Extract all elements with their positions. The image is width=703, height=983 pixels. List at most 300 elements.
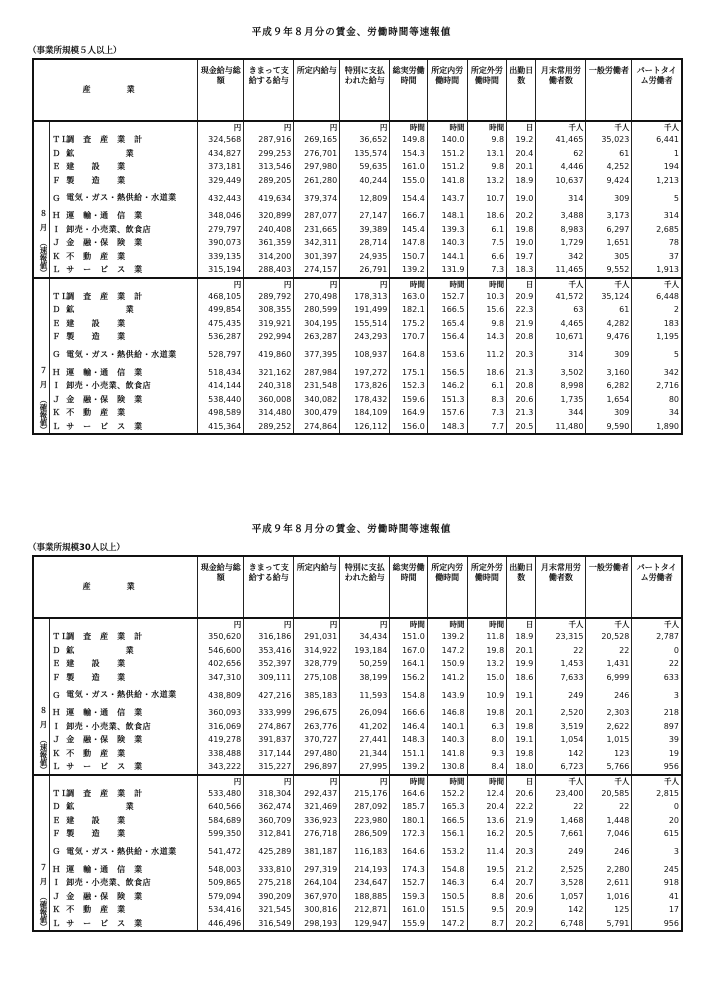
industry-code: ＴＬ (52, 788, 70, 798)
value-cell-kimatte: 240,318 (244, 379, 294, 393)
value-cell-koyo: 1,453 (536, 657, 586, 671)
column-header-shukkin: 出勤日数 (507, 556, 536, 618)
column-header-genkyu: 現金給与総額 (198, 556, 244, 618)
value-cell-sojitsu: 164.1 (390, 657, 428, 671)
value-cell-shukkin: 20.9 (507, 290, 536, 304)
table-row (33, 133, 682, 147)
industry-name: 建 設 業 (66, 318, 126, 328)
value-cell-koyo: 6,748 (536, 917, 586, 932)
value-cell-part: 1 (632, 147, 682, 161)
value-cell-ippan: 6,297 (586, 223, 632, 237)
table-row (33, 814, 682, 828)
value-cell-shukkin: 21.3 (507, 366, 536, 380)
value-cell-shotei: 261,280 (294, 174, 340, 188)
value-cell-shoteinai: 146.8 (427, 706, 467, 720)
industry-code: Ｅ (52, 815, 61, 825)
value-cell-shukkin: 20.1 (507, 706, 536, 720)
value-cell-part: 5 (632, 187, 682, 209)
value-cell-genkyu: 316,069 (198, 720, 244, 734)
unit-cell: 千人 (632, 618, 682, 630)
value-cell-tokubetsu: 287,092 (340, 800, 390, 814)
value-cell-shukkin: 20.5 (507, 420, 536, 435)
period-month: ７ (39, 365, 48, 375)
industry-name: 鉱 業 (66, 305, 135, 315)
value-cell-genkyu: 390,073 (198, 236, 244, 250)
value-cell-genkyu: 584,689 (198, 814, 244, 828)
value-cell-tokubetsu: 135,574 (340, 147, 390, 161)
industry-code: Ｌ (52, 762, 61, 772)
industry-cell (50, 671, 198, 685)
value-cell-sojitsu: 154.4 (390, 187, 428, 209)
unit-cell: 円 (294, 775, 340, 787)
value-cell-kimatte: 391,837 (244, 733, 294, 747)
industry-name: 卸売・小売業、飲食店 (66, 381, 152, 391)
period-note: （速報値） (39, 239, 48, 277)
value-cell-shotei: 291,031 (294, 630, 340, 644)
industry-code: Ｈ (52, 864, 61, 874)
value-cell-sojitsu: 149.8 (390, 133, 428, 147)
value-cell-kimatte: 289,205 (244, 174, 294, 188)
value-cell-shukkin: 20.8 (507, 379, 536, 393)
value-cell-ippan: 309 (586, 406, 632, 420)
industry-cell (50, 344, 198, 366)
value-cell-part: 2,787 (632, 630, 682, 644)
value-cell-shoteinai: 150.5 (427, 890, 467, 904)
value-cell-part: 194 (632, 160, 682, 174)
value-cell-sojitsu: 166.6 (390, 706, 428, 720)
industry-code: Ｋ (52, 251, 61, 261)
value-cell-koyo: 3,488 (536, 209, 586, 223)
value-cell-shotei: 263,776 (294, 720, 340, 734)
value-cell-shukkin: 22.2 (507, 800, 536, 814)
value-cell-shoteinai: 140.0 (427, 133, 467, 147)
table-row (33, 863, 682, 877)
table-row (33, 250, 682, 264)
table-row (33, 890, 682, 904)
value-cell-sojitsu: 185.7 (390, 800, 428, 814)
value-cell-shotei: 274,157 (294, 263, 340, 278)
industry-code: Ｊ (52, 238, 61, 248)
value-cell-shoteigai: 10.3 (467, 290, 507, 304)
value-cell-tokubetsu: 24,935 (340, 250, 390, 264)
value-cell-shukkin: 18.3 (507, 263, 536, 278)
industry-name: 不 動 産 業 (66, 251, 126, 261)
value-cell-sojitsu: 172.3 (390, 827, 428, 841)
industry-cell (50, 800, 198, 814)
industry-name: 建 設 業 (66, 659, 126, 669)
value-cell-shoteigai: 8.3 (467, 393, 507, 407)
industry-name: 運 輸・通 信 業 (66, 708, 143, 718)
value-cell-kimatte: 308,355 (244, 303, 294, 317)
value-cell-shoteigai: 18.6 (467, 366, 507, 380)
table-row (33, 317, 682, 331)
industry-code: Ｄ (52, 645, 61, 655)
value-cell-kimatte: 309,111 (244, 671, 294, 685)
value-cell-shoteigai: 13.1 (467, 147, 507, 161)
unit-cell: 日 (507, 121, 536, 133)
value-cell-shoteigai: 7.7 (467, 420, 507, 435)
industry-cell (50, 903, 198, 917)
value-cell-shoteigai: 7.3 (467, 263, 507, 278)
value-cell-shoteigai: 9.8 (467, 317, 507, 331)
industry-cell (50, 236, 198, 250)
value-cell-tokubetsu: 21,344 (340, 747, 390, 761)
table-row (33, 733, 682, 747)
value-cell-sojitsu: 159.6 (390, 393, 428, 407)
value-cell-genkyu: 419,278 (198, 733, 244, 747)
value-cell-genkyu: 499,854 (198, 303, 244, 317)
industry-code: Ｈ (52, 367, 61, 377)
period-month: ８ (39, 209, 48, 218)
value-cell-shotei: 287,077 (294, 209, 340, 223)
value-cell-ippan: 22 (586, 800, 632, 814)
value-cell-sojitsu: 175.2 (390, 317, 428, 331)
industry-cell (50, 133, 198, 147)
value-cell-ippan: 20,528 (586, 630, 632, 644)
value-cell-genkyu: 548,003 (198, 863, 244, 877)
value-cell-ippan: 9,590 (586, 420, 632, 435)
value-cell-koyo: 249 (536, 841, 586, 863)
value-cell-ippan: 246 (586, 684, 632, 706)
industry-code: Ｆ (52, 829, 61, 839)
value-cell-shoteigai: 6.1 (467, 379, 507, 393)
statistics-table (32, 555, 683, 932)
value-cell-tokubetsu: 214,193 (340, 863, 390, 877)
period-suffix: 月 (39, 720, 48, 729)
industry-name: 卸売・小売業、飲食店 (66, 224, 152, 234)
industry-name: 鉱 業 (66, 148, 135, 158)
unit-cell: 千人 (586, 278, 632, 290)
value-cell-shoteinai: 151.2 (427, 160, 467, 174)
value-cell-shoteinai: 143.7 (427, 187, 467, 209)
industry-name: 調 査 産 業 計 (66, 135, 143, 145)
table-row (33, 720, 682, 734)
value-cell-kimatte: 299,253 (244, 147, 294, 161)
industry-name: 卸売・小売業、飲食店 (66, 878, 152, 888)
value-cell-part: 1,213 (632, 174, 682, 188)
industry-name: 運 輸・通 信 業 (66, 211, 143, 221)
value-cell-shoteinai: 150.9 (427, 657, 467, 671)
value-cell-shukkin: 19.8 (507, 720, 536, 734)
value-cell-sojitsu: 151.0 (390, 630, 428, 644)
column-header-tokubetsu: 特別に支払われた給与 (340, 59, 390, 121)
industry-cell (50, 890, 198, 904)
value-cell-tokubetsu: 27,147 (340, 209, 390, 223)
industry-code: Ｉ (52, 721, 61, 731)
value-cell-genkyu: 343,222 (198, 760, 244, 775)
value-cell-koyo: 41,465 (536, 133, 586, 147)
table-row (33, 379, 682, 393)
table-row (33, 236, 682, 250)
industry-code: Ｅ (52, 162, 61, 172)
value-cell-shoteinai: 140.1 (427, 720, 467, 734)
value-cell-sojitsu: 155.0 (390, 174, 428, 188)
report-title: 平成９年８月分の賃金、労働時間等速報値 (251, 524, 452, 535)
value-cell-genkyu: 475,435 (198, 317, 244, 331)
value-cell-shoteinai: 140.3 (427, 733, 467, 747)
value-cell-shotei: 269,165 (294, 133, 340, 147)
value-cell-shoteinai: 148.3 (427, 420, 467, 435)
value-cell-kimatte: 321,162 (244, 366, 294, 380)
value-cell-part: 17 (632, 903, 682, 917)
value-cell-shukkin: 20.6 (507, 890, 536, 904)
value-cell-genkyu: 446,496 (198, 917, 244, 932)
value-cell-shoteigai: 13.2 (467, 174, 507, 188)
value-cell-kimatte: 333,999 (244, 706, 294, 720)
industry-cell (50, 330, 198, 344)
value-cell-sojitsu: 161.0 (390, 903, 428, 917)
industry-code: Ｆ (52, 175, 61, 185)
value-cell-part: 956 (632, 917, 682, 932)
value-cell-shotei: 301,397 (294, 250, 340, 264)
value-cell-part: 1,195 (632, 330, 682, 344)
value-cell-sojitsu: 154.8 (390, 684, 428, 706)
value-cell-ippan: 1,651 (586, 236, 632, 250)
value-cell-shoteigai: 14.3 (467, 330, 507, 344)
value-cell-ippan: 20,585 (586, 787, 632, 801)
industry-code: Ｈ (52, 708, 61, 718)
value-cell-tokubetsu: 26,094 (340, 706, 390, 720)
value-cell-shoteinai: 148.1 (427, 209, 467, 223)
value-cell-shotei: 292,437 (294, 787, 340, 801)
industry-cell (50, 706, 198, 720)
value-cell-shoteigai: 8.0 (467, 733, 507, 747)
value-cell-part: 19 (632, 747, 682, 761)
value-cell-shukkin: 20.2 (507, 917, 536, 932)
value-cell-koyo: 22 (536, 800, 586, 814)
value-cell-genkyu: 347,310 (198, 671, 244, 685)
industry-cell (50, 147, 198, 161)
industry-code: Ｆ (52, 332, 61, 342)
period-suffix: 月 (39, 876, 48, 886)
value-cell-tokubetsu: 178,432 (340, 393, 390, 407)
value-cell-koyo: 7,633 (536, 671, 586, 685)
industry-cell (50, 174, 198, 188)
value-cell-tokubetsu: 286,509 (340, 827, 390, 841)
table-row (33, 393, 682, 407)
value-cell-tokubetsu: 11,593 (340, 684, 390, 706)
value-cell-shoteinai: 152.7 (427, 290, 467, 304)
value-cell-shukkin: 19.1 (507, 733, 536, 747)
value-cell-part: 633 (632, 671, 682, 685)
value-cell-koyo: 142 (536, 747, 586, 761)
value-cell-tokubetsu: 40,244 (340, 174, 390, 188)
column-header-shoteigai: 所定外労働時間 (467, 556, 507, 618)
unit-cell: 日 (507, 618, 536, 630)
value-cell-part: 218 (632, 706, 682, 720)
value-cell-shukkin: 18.6 (507, 671, 536, 685)
industry-name: 不 動 産 業 (66, 748, 126, 758)
unit-row-spacer (50, 775, 198, 787)
value-cell-koyo: 1,468 (536, 814, 586, 828)
unit-cell: 円 (198, 618, 244, 630)
value-cell-koyo: 1,057 (536, 890, 586, 904)
industry-cell (50, 720, 198, 734)
value-cell-sojitsu: 174.3 (390, 863, 428, 877)
column-header-sojitsu: 総実労働時間 (390, 59, 428, 121)
unit-cell: 時間 (467, 278, 507, 290)
unit-cell: 時間 (427, 121, 467, 133)
industry-name: 金 融・保 険 業 (66, 891, 143, 901)
value-cell-shotei: 377,395 (294, 344, 340, 366)
value-cell-kimatte: 362,474 (244, 800, 294, 814)
value-cell-kimatte: 240,408 (244, 223, 294, 237)
value-cell-part: 314 (632, 209, 682, 223)
table-row (33, 263, 682, 278)
table-row (33, 827, 682, 841)
unit-cell: 千人 (536, 121, 586, 133)
industry-cell (50, 406, 198, 420)
value-cell-koyo: 41,572 (536, 290, 586, 304)
unit-cell: 日 (507, 278, 536, 290)
unit-cell: 時間 (427, 278, 467, 290)
industry-name: 製 造 業 (66, 175, 126, 185)
value-cell-ippan: 1,431 (586, 657, 632, 671)
industry-name: 金 融・保 険 業 (66, 394, 143, 404)
value-cell-shotei: 276,718 (294, 827, 340, 841)
value-cell-ippan: 1,654 (586, 393, 632, 407)
value-cell-koyo: 23,400 (536, 787, 586, 801)
value-cell-part: 2,685 (632, 223, 682, 237)
industry-cell (50, 876, 198, 890)
value-cell-genkyu: 339,135 (198, 250, 244, 264)
value-cell-part: 897 (632, 720, 682, 734)
value-cell-sojitsu: 164.9 (390, 406, 428, 420)
value-cell-part: 2 (632, 303, 682, 317)
value-cell-shukkin: 19.2 (507, 133, 536, 147)
value-cell-part: 342 (632, 366, 682, 380)
industry-cell (50, 160, 198, 174)
value-cell-ippan: 5,766 (586, 760, 632, 775)
industry-name: 運 輸・通 信 業 (66, 864, 143, 874)
value-cell-shoteinai: 156.4 (427, 330, 467, 344)
value-cell-part: 6,441 (632, 133, 682, 147)
value-cell-shoteinai: 146.2 (427, 379, 467, 393)
value-cell-shoteinai: 144.1 (427, 250, 467, 264)
value-cell-shoteigai: 11.8 (467, 630, 507, 644)
value-cell-sojitsu: 146.4 (390, 720, 428, 734)
value-cell-ippan: 5,791 (586, 917, 632, 932)
unit-cell: 時間 (467, 121, 507, 133)
value-cell-koyo: 4,465 (536, 317, 586, 331)
industry-cell (50, 657, 198, 671)
value-cell-sojitsu: 139.2 (390, 760, 428, 775)
value-cell-shukkin: 20.3 (507, 344, 536, 366)
value-cell-kimatte: 360,709 (244, 814, 294, 828)
value-cell-genkyu: 533,480 (198, 787, 244, 801)
period-note: （確報値） (39, 892, 48, 930)
value-cell-part: 3 (632, 684, 682, 706)
industry-name: 不 動 産 業 (66, 905, 126, 915)
value-cell-part: 6,448 (632, 290, 682, 304)
value-cell-kimatte: 288,403 (244, 263, 294, 278)
value-cell-shoteigai: 6.4 (467, 876, 507, 890)
industry-cell (50, 303, 198, 317)
value-cell-genkyu: 509,865 (198, 876, 244, 890)
industry-cell (50, 841, 198, 863)
value-cell-tokubetsu: 188,885 (340, 890, 390, 904)
industry-code: Ｉ (52, 381, 61, 391)
value-cell-shotei: 300,479 (294, 406, 340, 420)
unit-cell: 時間 (390, 775, 428, 787)
value-cell-koyo: 314 (536, 187, 586, 209)
value-cell-koyo: 22 (536, 644, 586, 658)
value-cell-shoteinai: 165.4 (427, 317, 467, 331)
value-cell-kimatte: 419,634 (244, 187, 294, 209)
value-cell-ippan: 2,303 (586, 706, 632, 720)
column-header-genkyu: 現金給与総額 (198, 59, 244, 121)
table-row (33, 787, 682, 801)
value-cell-shukkin: 19.9 (507, 657, 536, 671)
value-cell-shoteigai: 7.3 (467, 406, 507, 420)
value-cell-ippan: 2,280 (586, 863, 632, 877)
period-suffix: 月 (39, 379, 48, 389)
value-cell-shukkin: 20.1 (507, 160, 536, 174)
value-cell-shukkin: 21.9 (507, 814, 536, 828)
table-row (33, 223, 682, 237)
industry-code: Ｌ (52, 265, 61, 275)
value-cell-tokubetsu: 223,980 (340, 814, 390, 828)
value-cell-sojitsu: 152.3 (390, 379, 428, 393)
value-cell-shotei: 276,701 (294, 147, 340, 161)
value-cell-shukkin: 20.6 (507, 787, 536, 801)
value-cell-shoteigai: 11.4 (467, 841, 507, 863)
unit-cell: 日 (507, 775, 536, 787)
value-cell-shotei: 280,599 (294, 303, 340, 317)
value-cell-tokubetsu: 38,199 (340, 671, 390, 685)
value-cell-shoteinai: 166.5 (427, 814, 467, 828)
column-header-part: パートタイム労働者 (632, 556, 682, 618)
value-cell-tokubetsu: 155,514 (340, 317, 390, 331)
industry-code: ＴＬ (52, 632, 70, 642)
table-row (33, 174, 682, 188)
value-cell-shotei: 379,374 (294, 187, 340, 209)
value-cell-shoteigai: 7.5 (467, 236, 507, 250)
industry-cell (50, 209, 198, 223)
value-cell-shoteigai: 13.6 (467, 814, 507, 828)
value-cell-koyo: 63 (536, 303, 586, 317)
value-cell-koyo: 11,465 (536, 263, 586, 278)
value-cell-kimatte: 419,860 (244, 344, 294, 366)
industry-code: Ｊ (52, 891, 61, 901)
value-cell-part: 41 (632, 890, 682, 904)
value-cell-kimatte: 352,397 (244, 657, 294, 671)
value-cell-shotei: 340,082 (294, 393, 340, 407)
value-cell-shotei: 328,779 (294, 657, 340, 671)
value-cell-genkyu: 415,364 (198, 420, 244, 435)
value-cell-shoteigai: 10.7 (467, 187, 507, 209)
value-cell-tokubetsu: 193,184 (340, 644, 390, 658)
value-cell-shoteinai: 151.5 (427, 903, 467, 917)
value-cell-shoteigai: 19.8 (467, 706, 507, 720)
value-cell-kimatte: 292,994 (244, 330, 294, 344)
value-cell-shoteinai: 143.9 (427, 684, 467, 706)
value-cell-sojitsu: 151.1 (390, 747, 428, 761)
value-cell-shoteinai: 156.1 (427, 827, 467, 841)
table-row (33, 630, 682, 644)
industry-code: Ｄ (52, 802, 61, 812)
industry-code: Ｋ (52, 905, 61, 915)
unit-cell: 円 (340, 121, 390, 133)
value-cell-shoteinai: 151.3 (427, 393, 467, 407)
value-cell-shukkin: 21.2 (507, 863, 536, 877)
value-cell-koyo: 1,729 (536, 236, 586, 250)
industry-name: 卸売・小売業、飲食店 (66, 721, 152, 731)
value-cell-sojitsu: 180.1 (390, 814, 428, 828)
value-cell-shoteigai: 18.6 (467, 209, 507, 223)
industry-code: Ｊ (52, 735, 61, 745)
table-row (33, 876, 682, 890)
